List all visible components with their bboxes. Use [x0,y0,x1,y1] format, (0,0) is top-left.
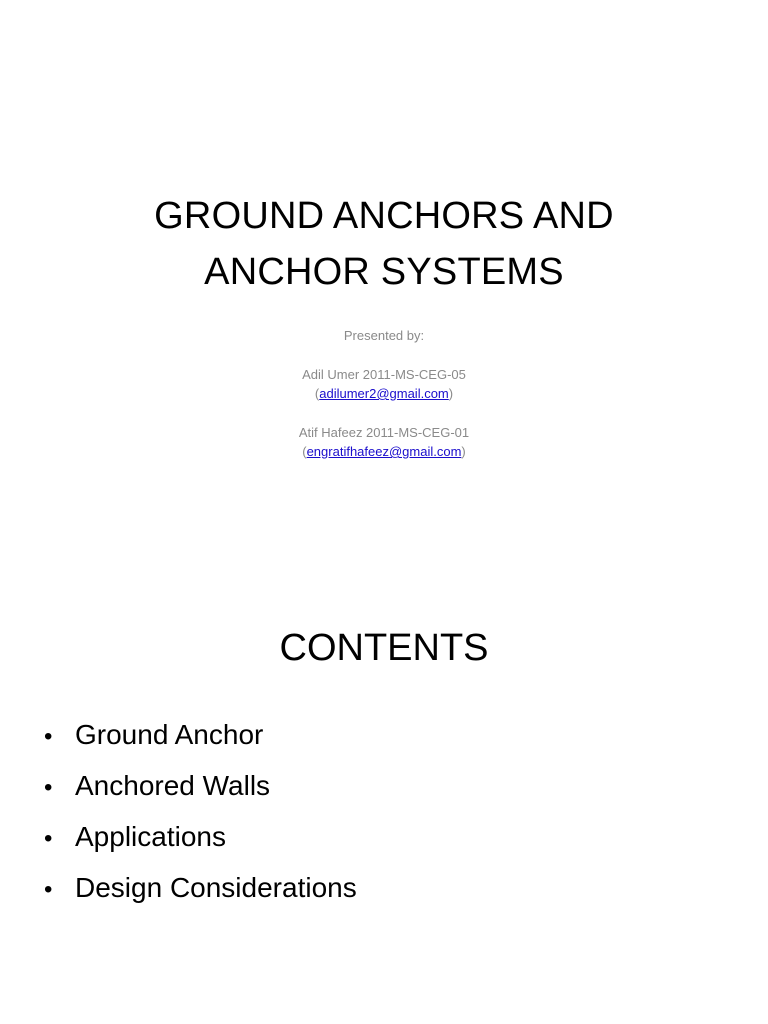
author-1-close-paren: ) [448,386,454,401]
contents-title: CONTENTS [279,627,489,669]
title-line-2: ANCHOR SYSTEMS [204,251,564,293]
author-1-name: Adil Umer 2011-MS-CEG-05 [302,367,466,382]
list-item [44,863,357,914]
list-item-label: Design Considerations [75,872,357,903]
author-1-open-paren: ( [314,386,320,401]
contents-slide [0,576,768,1024]
author-2-open-paren: ( [302,444,307,459]
author-2-name: Atif Hafeez 2011-MS-CEG-01 [298,425,470,440]
author-1-email-line [0,384,768,403]
list-item-label: Ground Anchor [75,719,264,750]
bullet-icon: • [44,723,53,750]
author-2-close-paren: ) [461,444,466,459]
spacer [0,403,768,423]
presented-by-label: Presented by: [343,328,425,343]
list-item-label: Anchored Walls [75,770,271,801]
author-1-email-link[interactable]: adilumer2@gmail.com [319,386,449,401]
author-2-email-line [0,442,768,461]
title-line-1: GROUND ANCHORS AND [154,195,614,237]
contents-list [44,710,357,914]
slide-title [0,188,768,300]
bullet-icon: • [44,825,53,852]
list-item-label: Applications [75,821,226,852]
list-item [44,710,357,761]
list-item [44,812,357,863]
spacer [0,345,768,365]
author-2-email-link[interactable]: engratifhafeez@gmail.com [306,444,462,459]
presenters-block [0,326,768,461]
bullet-icon: • [44,876,53,903]
bullet-icon: • [44,774,53,801]
list-item [44,761,357,812]
